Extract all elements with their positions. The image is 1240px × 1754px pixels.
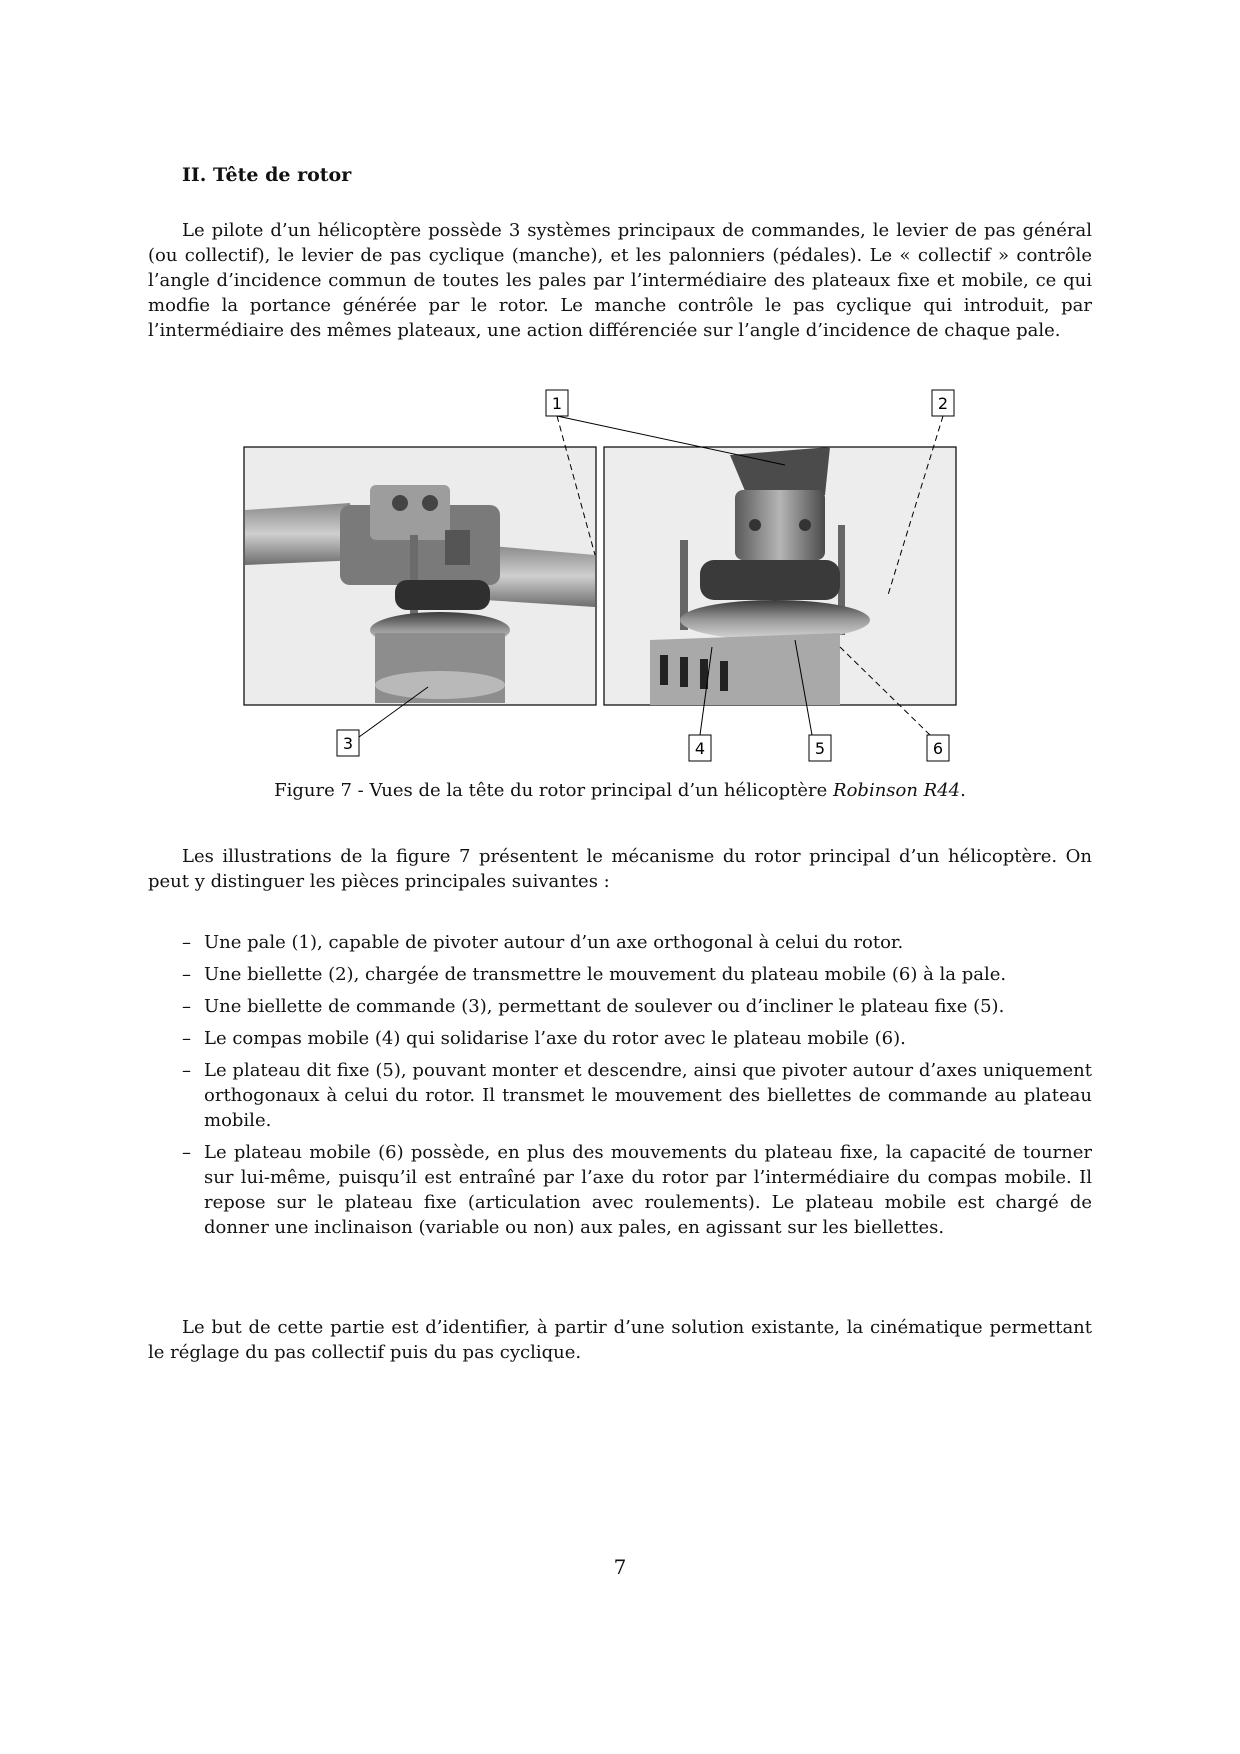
label-5 <box>809 735 831 761</box>
figure-rotor-head <box>240 385 1000 770</box>
list-item-text: Une biellette (2), chargée de transmettre le mouvement du plateau mobile (6) à la pale. <box>204 964 1007 985</box>
list-item-text: Une pale (1), capable de pivoter autour d’un axe orthogonal à celui du rotor. <box>204 932 904 953</box>
list-item-text: Le plateau dit fixe (5), pouvant monter et descendre, ainsi que pivoter autour d’axes uniquement orthogonaux à celui du rotor. Il transmet le mouvement des biellettes de commande au plateau mobile. <box>204 1060 1092 1131</box>
page-number: 7 <box>613 1555 627 1579</box>
label-3-text: 3 <box>342 734 354 753</box>
list-item-text: Une biellette de commande (3), permettant de soulever ou d’incliner le plateau fixe (5). <box>204 996 1005 1017</box>
intro-paragraph: Le pilote d’un hélicoptère possède 3 systèmes principaux de commandes, le levier de pas général (ou collectif), le levier de pas cyclique (manche), et les palonniers (pédales). Le « collectif » contrôle l’angle d’incidence commun de toutes les pales par l’intermédiaire des plateaux fixe et mobile, ce qui modfie la portance générée par le rotor. Le manche contrôle le pas cyclique qui introduit, par l’intermédiaire des mêmes plateaux, une action différenciée sur l’angle d’incidence de chaque pale. <box>148 220 1092 341</box>
list-item <box>182 962 1092 987</box>
section-title: II. Tête de rotor <box>182 164 352 186</box>
list-dash: – <box>182 932 191 953</box>
label-6 <box>927 735 949 761</box>
label-2 <box>932 390 954 416</box>
rotor-head-illustration <box>240 385 1000 770</box>
label-4-text: 4 <box>694 739 706 758</box>
figure-intro-paragraph: Les illustrations de la figure 7 présentent le mécanisme du rotor principal d’un hélicoptère. On peut y distinguer les pièces principales suivantes : <box>148 846 1092 892</box>
caption-prefix: Figure 7 - Vues de la tête du rotor principal d’un hélicoptère <box>274 780 834 801</box>
list-dash: – <box>182 996 191 1017</box>
label-3 <box>337 730 359 756</box>
label-6-text: 6 <box>932 739 944 758</box>
list-dash: – <box>182 1142 191 1163</box>
label-1 <box>546 390 568 416</box>
caption-suffix: . <box>960 780 966 801</box>
parts-list <box>182 930 1092 1247</box>
list-item <box>182 994 1092 1019</box>
list-item <box>182 930 1092 955</box>
label-1-text: 1 <box>551 394 563 413</box>
label-5-text: 5 <box>814 739 826 758</box>
list-dash: – <box>182 1028 191 1049</box>
figure-caption <box>150 780 1090 801</box>
list-item <box>182 1058 1092 1133</box>
list-item-text: Le compas mobile (4) qui solidarise l’axe du rotor avec le plateau mobile (6). <box>204 1028 906 1049</box>
goal-paragraph: Le but de cette partie est d’identifier, à partir d’une solution existante, la cinématique permettant le réglage du pas collectif puis du pas cyclique. <box>148 1317 1092 1363</box>
list-item <box>182 1026 1092 1051</box>
label-2-text: 2 <box>937 394 949 413</box>
label-4 <box>689 735 711 761</box>
list-item <box>182 1140 1092 1240</box>
caption-model: Robinson R44 <box>833 780 961 801</box>
list-dash: – <box>182 964 191 985</box>
list-dash: – <box>182 1060 191 1081</box>
list-item-text: Le plateau mobile (6) possède, en plus des mouvements du plateau fixe, la capacité de tourner sur lui-même, puisqu’il est entraîné par l’axe du rotor par l’intermédiaire du compas mobile. Il repose sur le plateau fixe (articulation avec roulements). Le plateau mobile est chargé de donner une inclinaison (variable ou non) aux pales, en agissant sur les biellettes. <box>204 1142 1092 1238</box>
